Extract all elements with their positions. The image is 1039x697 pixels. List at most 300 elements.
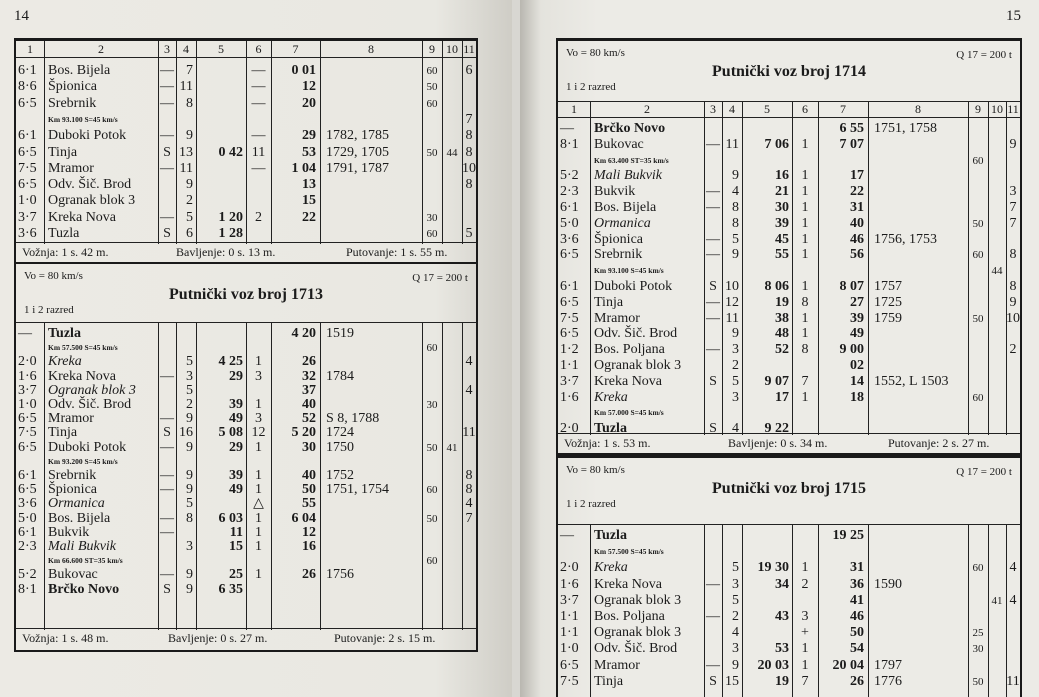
- column-header-10: 10: [991, 102, 1003, 116]
- arrival-cell: 1 20: [218, 209, 243, 225]
- departure-cell: 8 07: [839, 279, 864, 294]
- timetable-footer: [558, 433, 1020, 452]
- stop-time-cell: 1: [255, 510, 262, 526]
- station-name: Bukovac: [594, 136, 644, 152]
- crossing-trains-cell: 1519: [326, 326, 354, 341]
- station-name: Odv. Šič. Brod: [48, 177, 132, 193]
- arrival-cell: 29: [229, 368, 243, 384]
- crossing-trains-cell: 1751, 1754: [326, 482, 389, 498]
- stop-time-cell: 1: [801, 136, 809, 152]
- distance-cell: 6·1: [560, 279, 579, 294]
- timetable-row: [558, 200, 1020, 216]
- column-header-1: 1: [27, 42, 33, 56]
- distance-cell: 3·7: [560, 592, 579, 608]
- class-info: 1 i 2 razred: [566, 498, 616, 510]
- stop-type-cell: —: [160, 368, 174, 384]
- arrival-cell: 30: [775, 200, 789, 215]
- departure-cell: 36: [850, 576, 864, 592]
- grade-cell: 8: [465, 482, 473, 498]
- run-time-cell: 16: [179, 425, 193, 441]
- stop-type-cell: —: [160, 209, 174, 225]
- stop-type-cell: —: [160, 468, 174, 483]
- departure-cell: 55: [302, 496, 316, 512]
- column-header-2: 2: [98, 42, 104, 56]
- arrival-cell: 17: [775, 389, 789, 405]
- km-marker: Km 63.400 ST=35 km/s: [594, 155, 669, 165]
- station-name: Duboki Potok: [48, 439, 127, 455]
- distance-cell: 6·5: [18, 144, 37, 160]
- speed-cell: 60: [426, 555, 438, 568]
- column-header-10: 10: [446, 42, 458, 56]
- column-header-3: 3: [710, 102, 716, 116]
- distance-cell: 6·5: [18, 95, 37, 111]
- grade-cell: 4: [465, 354, 473, 370]
- distance-cell: 1·2: [560, 342, 579, 358]
- departure-cell: 29: [302, 128, 316, 144]
- arrival-cell: 7 06: [764, 136, 789, 152]
- speed-cell: 60: [426, 228, 438, 240]
- timetable-row: [558, 311, 1020, 327]
- stop-time-cell: △: [253, 496, 264, 512]
- column-header-5: 5: [764, 102, 770, 116]
- departure-cell: 37: [302, 382, 316, 398]
- stop-time-cell: 1: [255, 524, 262, 540]
- speed-cell: 50: [972, 217, 984, 230]
- timetable-row: [558, 153, 1020, 169]
- timetable-row: [558, 374, 1020, 390]
- grade-cell: 11: [1006, 673, 1020, 689]
- run-time-cell: 15: [725, 673, 739, 689]
- stop-type-cell: —: [160, 482, 174, 498]
- timetable-footer: [16, 628, 476, 647]
- arrival-cell: 38: [775, 310, 789, 326]
- station-name: Tinja: [594, 294, 624, 310]
- station-name: Bos. Bijela: [594, 200, 657, 215]
- run-time-cell: 8: [732, 215, 739, 231]
- right-page: [520, 0, 1039, 697]
- timetable-row: [558, 544, 1020, 560]
- arrival-cell: 1 28: [218, 226, 243, 241]
- distance-cell: 8·1: [18, 581, 37, 597]
- run-time-cell: 9: [732, 247, 739, 263]
- station-name: Špionica: [48, 482, 97, 498]
- grade-cell: 11: [462, 425, 476, 441]
- arrival-cell: 6 03: [218, 510, 243, 526]
- distance-cell: 5·0: [560, 215, 579, 231]
- station-name: Kreka: [594, 560, 628, 576]
- timetable-row: [558, 560, 1020, 576]
- stop-type-cell: —: [160, 524, 174, 540]
- stop-type-cell: S: [709, 279, 717, 294]
- station-name: Tinja: [48, 144, 78, 160]
- timetable-footer: [16, 242, 476, 261]
- timetable-row: [558, 390, 1020, 406]
- distance-cell: 5·2: [560, 168, 579, 184]
- stop-time-cell: —: [251, 128, 266, 144]
- distance-cell: 8·1: [560, 136, 579, 152]
- run-time-cell: 3: [732, 641, 739, 657]
- stop-type-cell: —: [160, 95, 174, 111]
- brake-cell: 44: [991, 265, 1003, 278]
- distance-cell: 2·0: [560, 421, 579, 437]
- stop-type-cell: —: [706, 342, 720, 358]
- column-header-8: 8: [915, 102, 921, 116]
- speed-cell: 60: [972, 249, 984, 262]
- station-name: Tuzla: [594, 528, 627, 543]
- grade-cell: 2: [1009, 342, 1017, 358]
- departure-cell: 41: [850, 592, 864, 608]
- timetable-row: [16, 210, 476, 226]
- column-header-9: 9: [975, 102, 981, 116]
- stop-type-cell: —: [706, 231, 720, 247]
- stop-type-cell: S: [709, 421, 717, 437]
- stop-type-cell: —: [706, 200, 720, 215]
- run-time-cell: 11: [725, 310, 739, 326]
- distance-cell: 6·1: [18, 128, 37, 144]
- speed-cell: 60: [426, 342, 438, 355]
- departure-cell: 52: [302, 411, 316, 427]
- arrival-cell: 15: [229, 539, 243, 554]
- grade-cell: 10: [462, 160, 476, 176]
- crossing-trains-cell: S 8, 1788: [326, 411, 380, 427]
- grade-cell: 8: [465, 468, 473, 483]
- timetable-row: [558, 641, 1020, 657]
- arrival-cell: 6 35: [218, 581, 243, 597]
- column-header-1: 1: [571, 102, 577, 116]
- distance-cell: 3·6: [18, 226, 37, 241]
- timetable-row: [558, 625, 1020, 641]
- column-header-9: 9: [429, 42, 435, 56]
- arrival-cell: 11: [229, 524, 243, 540]
- distance-cell: 3·6: [18, 496, 37, 512]
- departure-cell: 19 25: [832, 528, 864, 543]
- run-time-cell: 9: [732, 657, 739, 673]
- speed-cell: 60: [426, 484, 438, 497]
- class-info: 1 i 2 razred: [566, 81, 616, 93]
- stop-type-cell: —: [706, 657, 720, 673]
- column-header-5: 5: [218, 42, 224, 56]
- station-name: Bukovac: [48, 567, 98, 583]
- run-time-cell: 5: [186, 354, 193, 370]
- departure-cell: 39: [850, 310, 864, 326]
- distance-cell: 1·1: [560, 358, 579, 373]
- rule: [558, 101, 1020, 102]
- departure-cell: 40: [302, 397, 316, 412]
- stop-type-cell: —: [160, 63, 174, 78]
- departure-cell: 6 04: [291, 510, 316, 526]
- distance-cell: 6·5: [560, 326, 579, 342]
- distance-cell: 6·1: [18, 468, 37, 483]
- distance-cell: 6·5: [18, 482, 37, 498]
- grade-cell: 7: [465, 510, 473, 526]
- travel-time: Putovanje: 2 s. 27 m.: [888, 436, 990, 450]
- timetable-train-1714: [556, 38, 1022, 455]
- column-header-4: 4: [183, 42, 189, 56]
- page-number: 14: [14, 8, 29, 24]
- stop-type-cell: —: [706, 576, 720, 592]
- timetable-row: [558, 232, 1020, 248]
- timetable-row: [16, 226, 476, 242]
- distance-cell: 1·0: [18, 397, 37, 412]
- departure-cell: 31: [850, 560, 864, 576]
- timetable-row: [558, 658, 1020, 674]
- station-name: Kreka Nova: [594, 373, 663, 389]
- stop-time-cell: 1: [801, 184, 809, 200]
- run-time-cell: 3: [732, 576, 739, 592]
- timetable-row: [558, 358, 1020, 374]
- grade-cell: 7: [465, 111, 473, 127]
- stop-time-cell: 1: [255, 397, 262, 412]
- km-marker: Km 57.000 S=45 km/s: [594, 408, 664, 418]
- station-name: Srebrnik: [48, 468, 97, 483]
- brake-cell: 41: [446, 441, 458, 454]
- run-time-cell: 9: [732, 168, 739, 184]
- station-name: Tuzla: [48, 226, 80, 241]
- departure-cell: 12: [302, 79, 316, 95]
- crossing-trains-cell: 1724: [326, 425, 354, 441]
- departure-cell: 9 00: [839, 342, 864, 358]
- departure-cell: 20 04: [832, 657, 864, 673]
- station-name: Ogranak blok 3: [48, 382, 136, 398]
- column-header-2: 2: [644, 102, 650, 116]
- crossing-trains-cell: 1757: [874, 279, 902, 294]
- station-name: Bos. Poljana: [594, 342, 665, 358]
- timetable-row: [16, 177, 476, 193]
- distance-cell: 1·1: [560, 625, 579, 641]
- station-name: Tinja: [594, 673, 624, 689]
- arrival-cell: 34: [775, 576, 789, 592]
- load-limit: Q 17 = 200 t: [956, 49, 1012, 61]
- run-time-cell: 13: [179, 144, 193, 160]
- running-time: Vožnja: 1 s. 53 m.: [564, 436, 651, 450]
- departure-cell: 15: [302, 193, 316, 209]
- crossing-trains-cell: 1752: [326, 468, 354, 483]
- speed-cell: 30: [426, 211, 438, 224]
- station-name: Brčko Novo: [594, 121, 666, 136]
- stop-type-cell: S: [163, 226, 171, 241]
- departure-cell: 12: [302, 524, 316, 540]
- run-time-cell: 9: [186, 468, 193, 483]
- run-time-cell: 9: [186, 581, 193, 597]
- departure-cell: 14: [850, 373, 864, 389]
- station-name: Srebrnik: [48, 95, 97, 111]
- speed-cell: 50: [972, 675, 984, 688]
- stop-type-cell: —: [706, 136, 720, 152]
- stop-time-cell: 3: [255, 368, 262, 384]
- column-header-11: 11: [1007, 102, 1019, 116]
- station-name: Ogranak blok 3: [48, 193, 136, 209]
- distance-cell: 2·0: [18, 354, 37, 370]
- timetable-row: [16, 112, 476, 128]
- km-marker: Km 93.100 S=45 km/s: [48, 114, 118, 124]
- departure-cell: 46: [850, 231, 864, 247]
- run-time-cell: 4: [732, 421, 739, 437]
- travel-time: Putovanje: 1 s. 55 m.: [346, 245, 448, 259]
- run-time-cell: 4: [732, 625, 739, 641]
- timetable-row: [558, 295, 1020, 311]
- distance-cell: 2·3: [18, 539, 37, 554]
- grade-cell: 8: [1009, 247, 1017, 263]
- speed-cell: 50: [426, 146, 438, 159]
- crossing-trains-cell: 1750: [326, 439, 354, 455]
- distance-cell: 5·2: [18, 567, 37, 583]
- stopping-time: Bavljenje: 0 s. 13 m.: [176, 245, 276, 259]
- column-header-6: 6: [255, 42, 262, 56]
- distance-cell: 6·5: [560, 657, 579, 673]
- stop-time-cell: 1: [801, 560, 809, 576]
- grade-cell: 8: [465, 128, 473, 144]
- departure-cell: 54: [850, 641, 864, 657]
- departure-cell: 7 07: [839, 136, 864, 152]
- station-name: Mramor: [48, 411, 94, 427]
- stop-time-cell: 2: [801, 576, 809, 592]
- station-name: Kreka Nova: [48, 209, 117, 225]
- grade-cell: 5: [465, 226, 473, 241]
- stop-time-cell: +: [801, 625, 809, 641]
- run-time-cell: 3: [186, 368, 193, 384]
- timetable-row: [16, 63, 476, 79]
- run-time-cell: 10: [725, 279, 739, 294]
- departure-cell: 30: [302, 439, 316, 455]
- timetable-row: [558, 184, 1020, 200]
- run-time-cell: 9: [186, 128, 193, 144]
- arrival-cell: 19: [775, 294, 789, 310]
- arrival-cell: 53: [775, 641, 789, 657]
- station-name: Ormanica: [594, 215, 651, 231]
- timetable-row: [558, 674, 1020, 690]
- arrival-cell: 52: [775, 342, 789, 358]
- crossing-trains-cell: 1784: [326, 368, 354, 384]
- arrival-cell: 4 25: [218, 354, 243, 370]
- departure-cell: 27: [850, 294, 864, 310]
- timetable-row: [558, 577, 1020, 593]
- station-name: Kreka: [594, 389, 628, 405]
- run-time-cell: 8: [186, 510, 193, 526]
- distance-cell: 2·3: [560, 184, 579, 200]
- station-name: Ogranak blok 3: [594, 592, 682, 608]
- distance-cell: 2·0: [560, 560, 579, 576]
- crossing-trains-cell: 1776: [874, 673, 902, 689]
- grade-cell: 10: [1006, 310, 1020, 326]
- timetable-row: [558, 279, 1020, 295]
- arrival-cell: 43: [775, 609, 789, 624]
- departure-cell: 20: [302, 95, 316, 111]
- speed-cell: 50: [426, 512, 438, 525]
- timetable-row: [558, 137, 1020, 153]
- station-name: Kreka Nova: [594, 576, 663, 592]
- stop-time-cell: —: [251, 79, 266, 95]
- timetable-top-continuation: [14, 38, 478, 264]
- stop-time-cell: 12: [251, 425, 266, 441]
- run-time-cell: 9: [186, 567, 193, 583]
- arrival-cell: 19: [775, 673, 789, 689]
- run-time-cell: 3: [732, 342, 739, 358]
- stop-time-cell: 1: [801, 168, 809, 184]
- timetable-train-1713: [14, 262, 478, 652]
- stop-type-cell: —: [160, 79, 174, 95]
- load-limit: Q 17 = 200 t: [412, 272, 468, 284]
- speed-cell: 60: [426, 97, 438, 110]
- distance-cell: 8·6: [18, 79, 37, 95]
- departure-cell: 6 55: [839, 121, 864, 136]
- stopping-time: Bavljenje: 0 s. 34 m.: [728, 436, 828, 450]
- stop-time-cell: 1: [255, 539, 262, 554]
- departure-cell: 17: [850, 168, 864, 184]
- column-header-11: 11: [463, 42, 475, 56]
- km-marker: Km 93.200 S=45 km/s: [48, 456, 118, 466]
- timetable-row: [16, 582, 476, 598]
- distance-cell: 7·5: [18, 425, 37, 441]
- departure-cell: 46: [850, 609, 864, 624]
- timetable-row: [16, 128, 476, 144]
- running-time: Vožnja: 1 s. 48 m.: [22, 631, 109, 645]
- station-name: Mali Bukvik: [48, 539, 117, 554]
- station-name: Tuzla: [48, 326, 81, 341]
- run-time-cell: 5: [732, 592, 739, 608]
- run-time-cell: 7: [186, 63, 193, 78]
- km-marker: Km 57.500 S=45 km/s: [48, 343, 118, 353]
- distance-cell: 6·5: [18, 177, 37, 193]
- distance-cell: 5·0: [18, 510, 37, 526]
- stop-time-cell: 2: [255, 209, 262, 225]
- station-name: Mramor: [594, 310, 640, 326]
- stop-type-cell: —: [160, 128, 174, 144]
- distance-cell: 1·0: [18, 193, 37, 209]
- distance-cell: —: [560, 528, 574, 543]
- departure-cell: 49: [850, 326, 864, 342]
- timetable-row: [558, 247, 1020, 263]
- station-name: Tinja: [48, 425, 78, 441]
- crossing-trains-cell: 1725: [874, 294, 902, 310]
- timetable-row: [558, 216, 1020, 232]
- stop-type-cell: —: [706, 310, 720, 326]
- crossing-trains-cell: 1590: [874, 576, 902, 592]
- run-time-cell: 5: [186, 382, 193, 398]
- speed-cell: 30: [426, 399, 438, 411]
- crossing-trains-cell: 1791, 1787: [326, 160, 389, 176]
- km-marker: Km 93.100 S=45 km/s: [594, 266, 664, 276]
- departure-cell: 18: [850, 389, 864, 405]
- stop-time-cell: 1: [801, 326, 809, 342]
- class-info: 1 i 2 razred: [24, 304, 74, 316]
- timetable-row: [558, 342, 1020, 358]
- stopping-time: Bavljenje: 0 s. 27 m.: [168, 631, 268, 645]
- stop-time-cell: 11: [251, 144, 266, 160]
- stop-time-cell: 1: [255, 482, 262, 498]
- crossing-trains-cell: 1729, 1705: [326, 144, 389, 160]
- station-name: Tuzla: [594, 421, 627, 437]
- departure-cell: 40: [302, 468, 316, 483]
- station-name: Mramor: [594, 657, 640, 673]
- stop-time-cell: 1: [801, 247, 809, 263]
- distance-cell: 3·7: [18, 209, 37, 225]
- column-header-4: 4: [729, 102, 735, 116]
- stop-time-cell: 1: [801, 657, 809, 673]
- load-limit: Q 17 = 200 t: [956, 466, 1012, 478]
- stop-type-cell: S: [163, 425, 171, 441]
- brake-cell: 44: [446, 146, 458, 159]
- station-name: Bos. Bijela: [48, 63, 111, 78]
- timetable-row: [558, 405, 1020, 421]
- distance-cell: 1·1: [560, 609, 579, 624]
- grade-cell: 8: [465, 144, 473, 160]
- arrival-cell: 55: [775, 247, 789, 263]
- run-time-cell: 5: [732, 560, 739, 576]
- station-name: Bos. Bijela: [48, 510, 111, 526]
- station-name: Mramor: [48, 160, 94, 176]
- stop-time-cell: —: [251, 160, 266, 176]
- brake-cell: 41: [991, 594, 1003, 607]
